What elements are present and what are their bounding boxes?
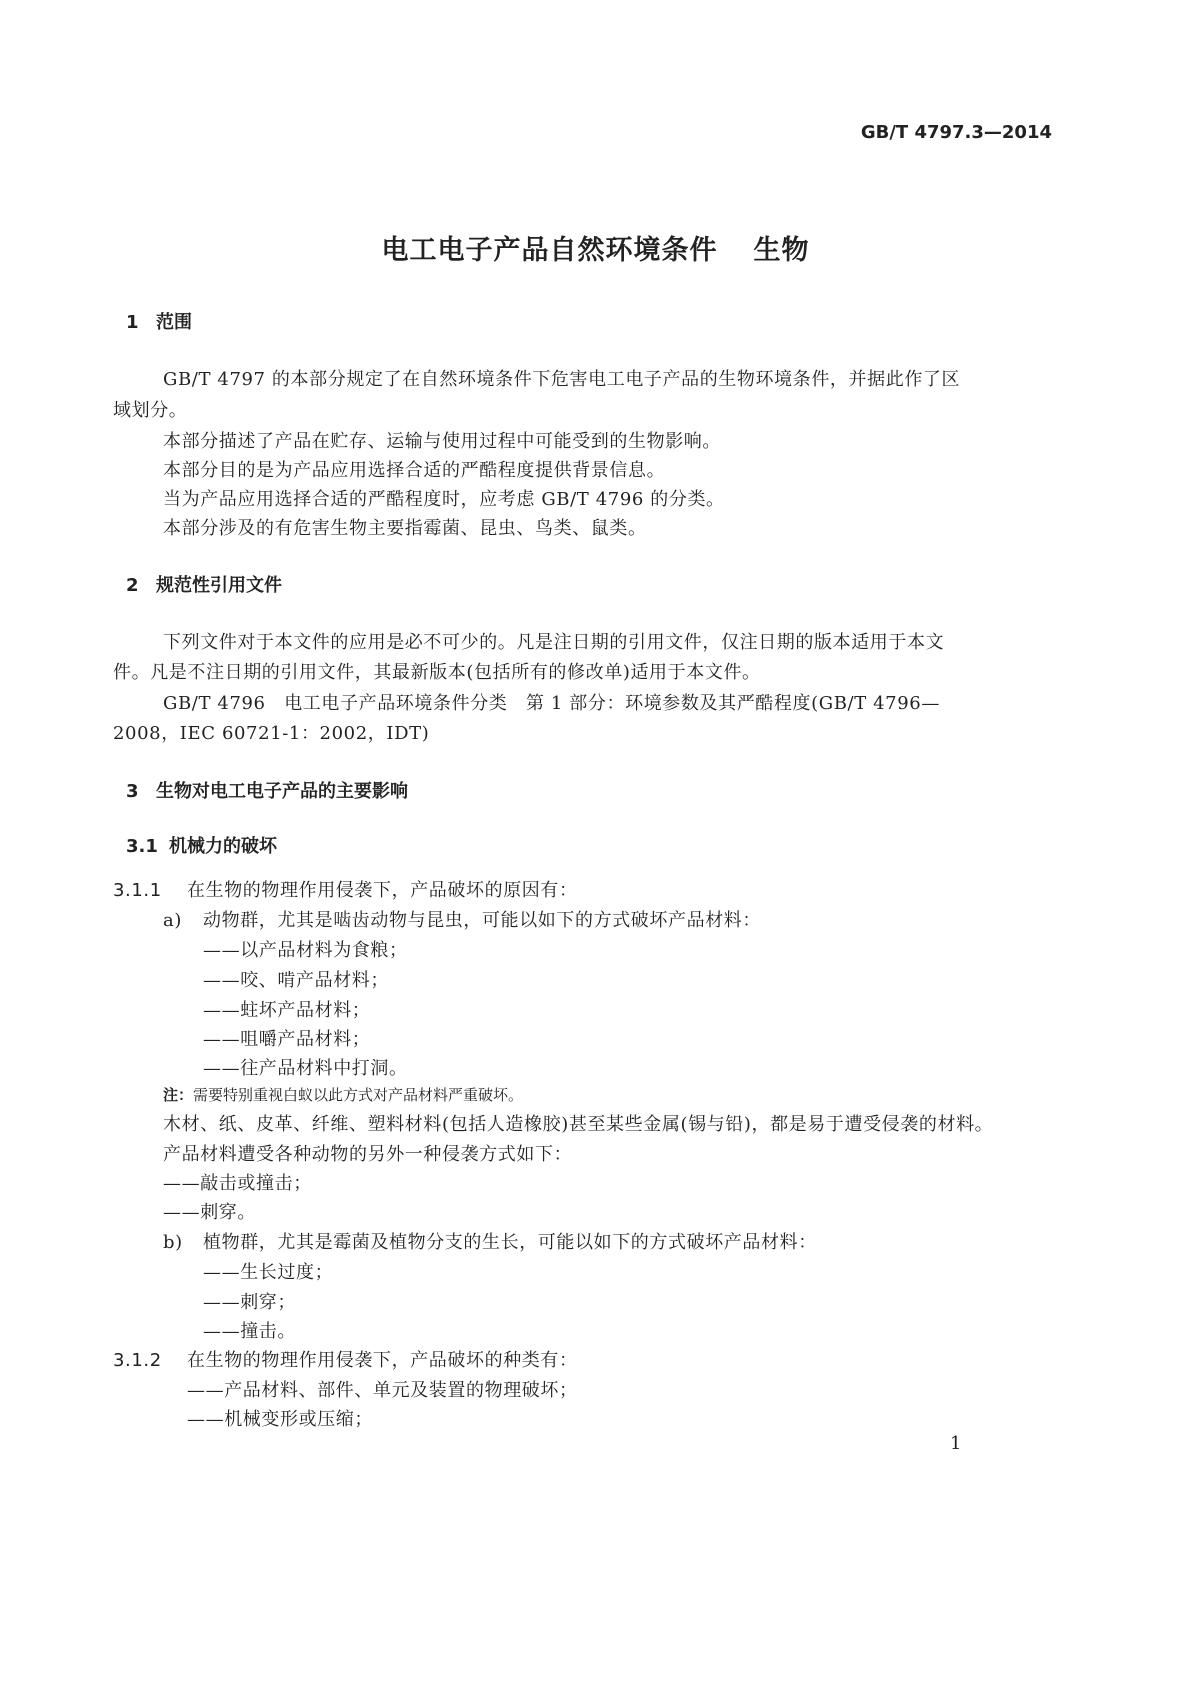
- list-item: ——咀嚼产品材料；: [203, 1029, 371, 1050]
- section-3-1-heading: 3.1 机械力的破坏: [126, 836, 277, 857]
- list-item: ——咬、啃产品材料；: [203, 970, 389, 991]
- paragraph: 木材、纸、皮革、纤维、塑料材料(包括人造橡胶)甚至某些金属(锡与铅)，都是易于遭受侵袭的材料。: [163, 1114, 994, 1135]
- list-item: ——产品材料、部件、单元及装置的物理破坏；: [187, 1380, 578, 1401]
- list-item-a: a) 动物群，尤其是啮齿动物与昆虫，可能以如下的方式破坏产品材料：: [163, 910, 761, 931]
- clause-3-1-2: 3.1.2 在生物的物理作用侵袭下，产品破坏的种类有：: [113, 1350, 578, 1371]
- section-2-heading: 2 规范性引用文件: [126, 575, 282, 596]
- clause-3-1-1: 3.1.1 在生物的物理作用侵袭下，产品破坏的原因有：: [113, 880, 578, 901]
- list-item: ——撞击。: [203, 1321, 296, 1342]
- section-3-heading: 3 生物对电工电子产品的主要影响: [126, 781, 408, 802]
- list-item: ——刺穿；: [203, 1292, 296, 1313]
- list-item: ——蛀坏产品材料；: [203, 1000, 371, 1021]
- standard-number: GB/T 4797.3—2014: [860, 122, 1052, 143]
- paragraph: 当为产品应用选择合适的严酷程度时，应考虑 GB/T 4796 的分类。: [163, 489, 725, 510]
- normative-reference: GB/T 4796 电工电子产品环境条件分类 第 1 部分：环境参数及其严酷程度(GB/T 4796—: [163, 693, 940, 714]
- paragraph: 本部分涉及的有危害生物主要指霉菌、昆虫、鸟类、鼠类。: [163, 518, 647, 539]
- list-item: ——生长过度；: [203, 1262, 334, 1283]
- title-sub: 生物: [753, 235, 810, 266]
- list-item: ——刺穿。: [163, 1202, 256, 1223]
- normative-reference-cont: 2008，IEC 60721-1：2002，IDT): [113, 723, 430, 744]
- page-number: 1: [950, 1433, 962, 1454]
- paragraph: 件。凡是不注日期的引用文件，其最新版本(包括所有的修改单)适用于本文件。: [113, 662, 761, 683]
- list-item: ——以产品材料为食粮；: [203, 940, 408, 961]
- paragraph: 本部分描述了产品在贮存、运输与使用过程中可能受到的生物影响。: [163, 431, 721, 452]
- paragraph: GB/T 4797 的本部分规定了在自然环境条件下危害电工电子产品的生物环境条件，并据此作了区: [163, 369, 961, 390]
- list-item: ——机械变形或压缩；: [187, 1409, 373, 1430]
- paragraph: 域划分。: [113, 400, 188, 421]
- paragraph: 下列文件对于本文件的应用是必不可少的。凡是注日期的引用文件，仅注日期的版本适用于本文: [163, 632, 945, 653]
- section-1-heading: 1 范围: [126, 312, 192, 333]
- note: 注：需要特别重视白蚁以此方式对产品材料严重破坏。: [163, 1086, 524, 1104]
- list-item: ——敲击或撞击；: [163, 1173, 312, 1194]
- list-item-b: b) 植物群，尤其是霉菌及植物分支的生长，可能以如下的方式破坏产品材料：: [163, 1232, 817, 1253]
- paragraph: 产品材料遭受各种动物的另外一种侵袭方式如下：: [163, 1144, 573, 1165]
- list-item: ——往产品材料中打洞。: [203, 1058, 408, 1079]
- document-title: [0, 228, 1191, 267]
- title-main: 电工电子产品自然环境条件: [381, 235, 718, 266]
- paragraph: 本部分目的是为产品应用选择合适的严酷程度提供背景信息。: [163, 460, 666, 481]
